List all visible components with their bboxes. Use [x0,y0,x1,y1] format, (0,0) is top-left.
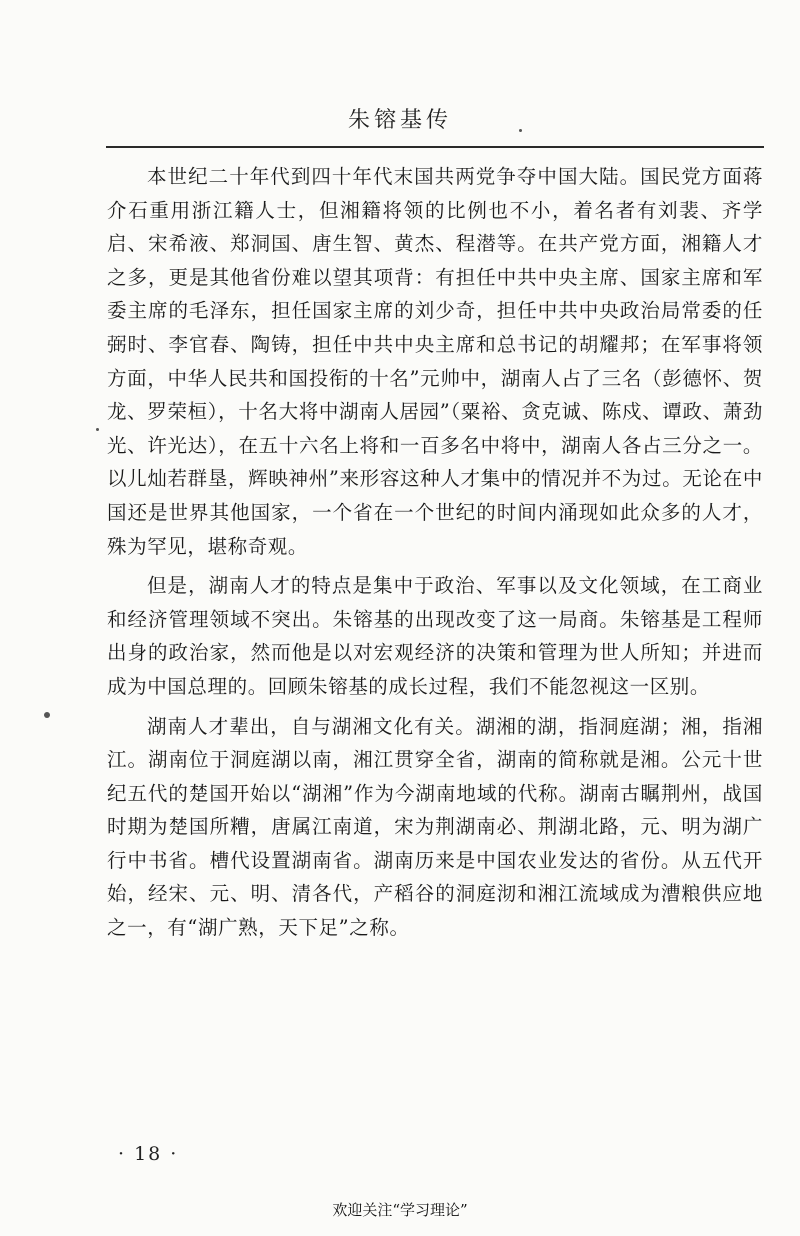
footer-note: 欢迎关注“学习理论” [332,1201,468,1219]
paragraph-1: 本世纪二十年代到四十年代末国共两党争夺中国大陆。国民党方面蒋介石重用浙江籍人士，但湘籍将领的比例也不小，着名者有刘裴、齐学启、宋希液、郑洞国、唐生智、黄杰、程潜等。在共产党方面，湘籍人才之多，更是其他省份难以望其项背：有担任中共中央主席、国家主席和军委主席的毛泽东，担任国家主席的刘少奇，担任中共中央政治局常委的任弼时、李官春、陶铸，担任中共中央主席和总书记的胡耀邦；在军事将领方面，中华人民共和国投衔的十名”元帅中，湖南人占了三名（彭德怀、贺龙、罗荣桓），十名大将中湖南人居园”（粟裕、贪克诚、陈戍、谭政、萧劲光、许光达），在五十六名上将和一百多名中将中，湖南人各占三分之一。以儿灿若群垦，辉映神州”来形容这种人才集中的情况并不为过。无论在中国还是世界其他国家，一个省在一个世纪的时间内涌现如此众多的人才，殊为罕见，堪称奇观。 [107,165,763,558]
scan-speck [44,712,50,718]
body-text [107,160,763,951]
paragraph-3: 湖南人才辈出，自与湖湘文化有关。湖湘的湖，指洞庭湖；湘，指湘江。湖南位于洞庭湖以南，湘江贯穿全省，湖南的简称就是湘。公元十世纪五代的楚国开始以“湖湘”作为今湖南地域的代称。湖南古瞩荆州，战国时期为楚国所糟，唐属江南道，宋为荆湖南必、荆湖北路，元、明为湖广行中书省。槽代设置湖南省。湖南历来是中国农业发达的省份。从五代开始，经宋、元、明、清各代，产稻谷的洞庭沏和湘江流域成为漕粮供应地之一，有“湖广熟，天下足”之称。 [107,714,763,940]
scan-speck [96,428,99,431]
page-number: · 18 · [118,1143,179,1165]
running-header-title: 朱镕基传 [347,108,452,133]
paragraph-2: 但是，湖南人才的特点是集中于政治、军事以及文化领域，在工商业和经济管理领域不突出。朱镕基的出现改变了这一局商。朱镕基是工程师出身的政治家，然而他是以对宏观经济的决策和管理为世人所知；并进而成为中国总理的。回顾朱镕基的成长过程，我们不能忽视这一区别。 [107,574,763,698]
header-rule [106,146,764,148]
scan-speck [519,129,522,132]
